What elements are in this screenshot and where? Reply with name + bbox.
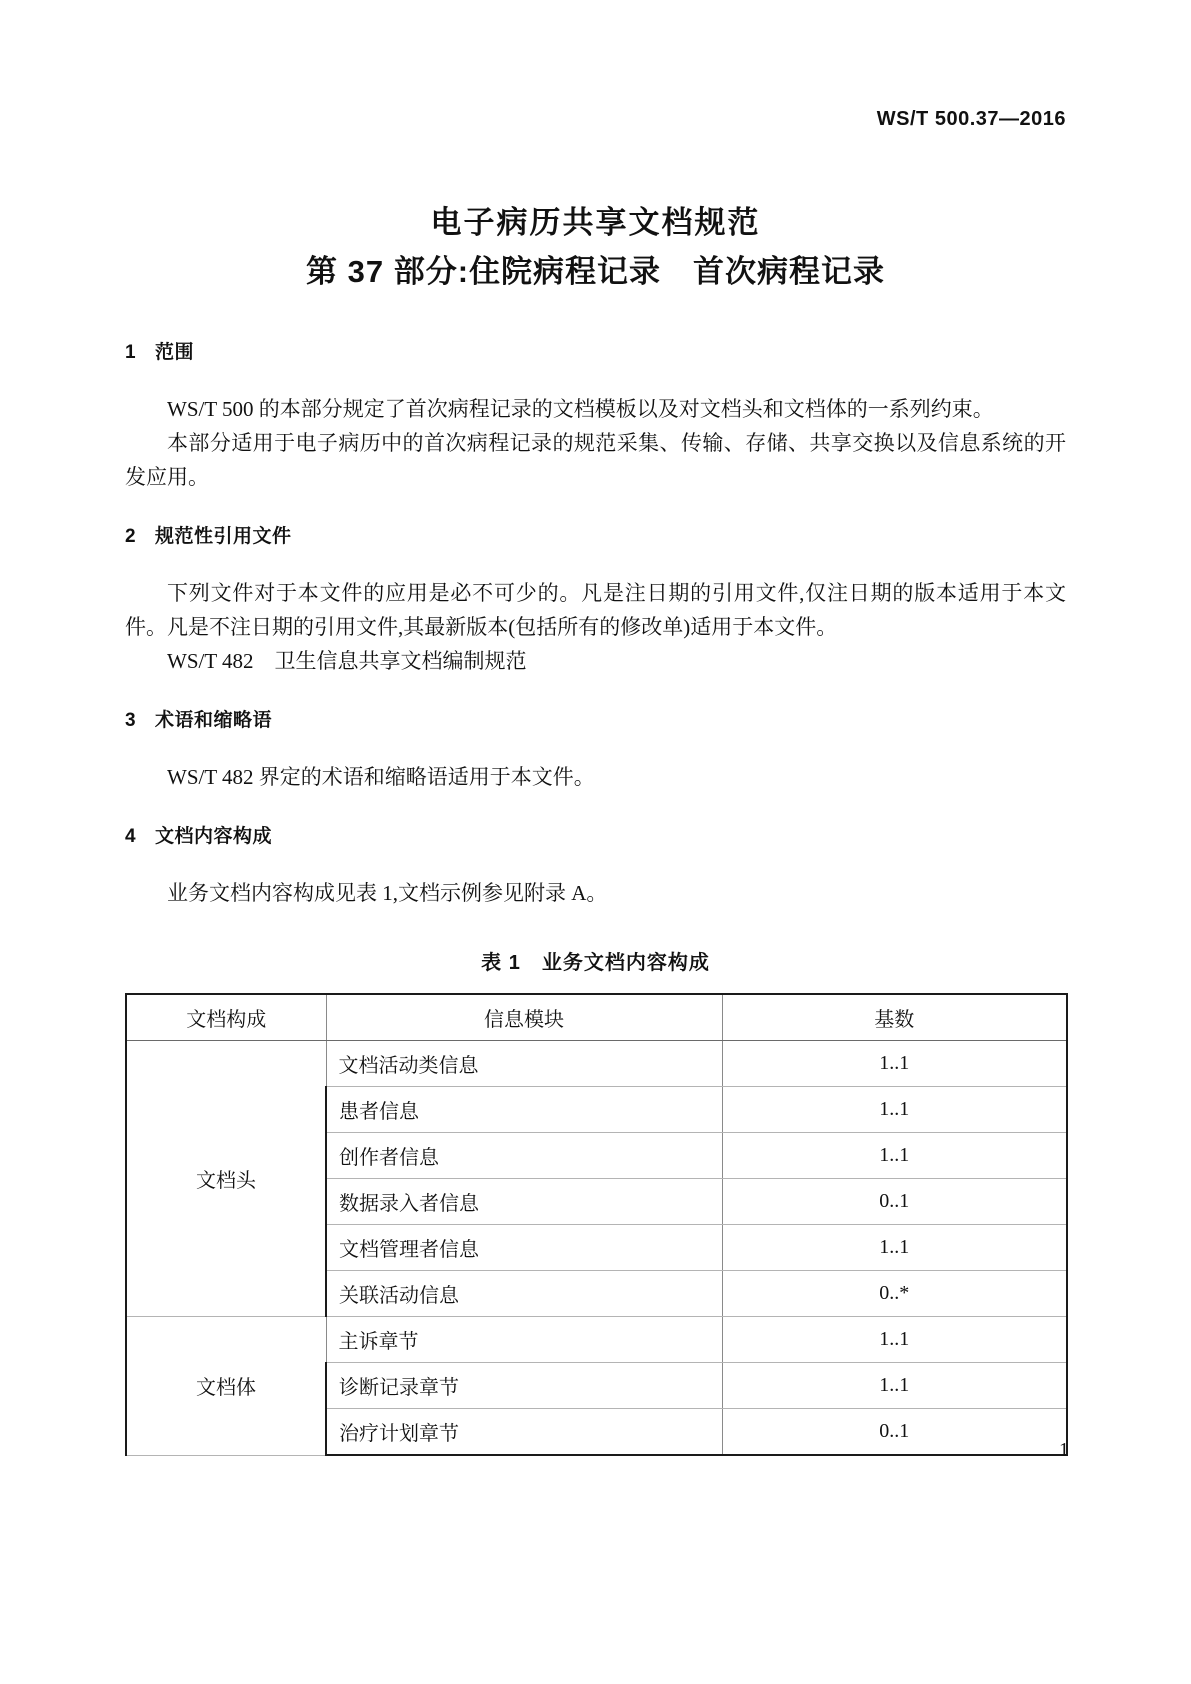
section-1-paragraph-2: 本部分适用于电子病历中的首次病程记录的规范采集、传输、存储、共享交换以及信息系统的开发应用。	[125, 431, 1066, 489]
module-cardinality: 1..1	[722, 1363, 1067, 1409]
module-cardinality: 1..1	[722, 1317, 1067, 1363]
column-header-document-structure: 文档构成	[126, 994, 326, 1041]
page-number: 1	[1059, 1439, 1069, 1461]
module-cardinality: 1..1	[722, 1225, 1067, 1271]
section-number-1: 1	[125, 342, 137, 363]
module-cardinality: 0..1	[722, 1409, 1067, 1456]
module-name: 文档管理者信息	[326, 1225, 722, 1271]
section-2-paragraph-1: 下列文件对于本文件的应用是必不可少的。凡是注日期的引用文件,仅注日期的版本适用于本文件。凡是不注日期的引用文件,其最新版本(包括所有的修改单)适用于本文件。	[125, 581, 1066, 639]
module-name: 诊断记录章节	[326, 1363, 722, 1409]
document-body	[125, 340, 1066, 1456]
section-heading-4	[125, 824, 1066, 850]
section-number-2: 2	[125, 526, 137, 547]
group-label-document-body: 文档体	[126, 1317, 326, 1456]
section-title-4: 文档内容构成	[155, 826, 273, 847]
module-name: 关联活动信息	[326, 1271, 722, 1317]
document-title-line-1: 电子病历共享文档规范	[430, 205, 761, 240]
running-header-standard-code: WS/T 500.37—2016	[876, 108, 1066, 130]
section-title-2: 规范性引用文件	[155, 526, 292, 547]
business-document-structure-table	[125, 993, 1068, 1456]
column-header-cardinality: 基数	[722, 994, 1067, 1041]
module-name: 患者信息	[326, 1087, 722, 1133]
module-cardinality: 1..1	[722, 1133, 1067, 1179]
table-row	[126, 1041, 1067, 1087]
module-cardinality: 0..1	[722, 1179, 1067, 1225]
table-header-row	[126, 994, 1067, 1041]
group-label-document-header: 文档头	[126, 1041, 326, 1317]
module-name: 数据录入者信息	[326, 1179, 722, 1225]
table-row	[126, 1317, 1067, 1363]
section-heading-2	[125, 524, 1066, 550]
section-title-3: 术语和缩略语	[155, 710, 273, 731]
section-heading-1	[125, 340, 1066, 366]
section-title-1: 范围	[155, 342, 195, 363]
normative-reference-ws-t-482: WS/T 482 卫生信息共享文档编制规范	[167, 649, 527, 673]
module-name: 文档活动类信息	[326, 1041, 722, 1087]
module-cardinality: 1..1	[722, 1041, 1067, 1087]
document-title	[0, 200, 1191, 298]
section-number-4: 4	[125, 826, 137, 847]
module-name: 主诉章节	[326, 1317, 722, 1363]
column-header-information-module: 信息模块	[326, 994, 722, 1041]
module-cardinality: 0..*	[722, 1271, 1067, 1317]
table-caption: 表 1 业务文档内容构成	[481, 952, 710, 974]
section-1-paragraph-1: WS/T 500 的本部分规定了首次病程记录的文档模板以及对文档头和文档体的一系列约束。	[167, 397, 994, 421]
module-name: 治疗计划章节	[326, 1409, 722, 1456]
section-3-paragraph-1: WS/T 482 界定的术语和缩略语适用于本文件。	[167, 765, 595, 789]
section-number-3: 3	[125, 710, 137, 731]
module-name: 创作者信息	[326, 1133, 722, 1179]
section-4-paragraph-1: 业务文档内容构成见表 1,文档示例参见附录 A。	[167, 881, 608, 905]
module-cardinality: 1..1	[722, 1087, 1067, 1133]
section-heading-3	[125, 708, 1066, 734]
document-title-line-2: 第 37 部分:住院病程记录 首次病程记录	[305, 254, 886, 289]
